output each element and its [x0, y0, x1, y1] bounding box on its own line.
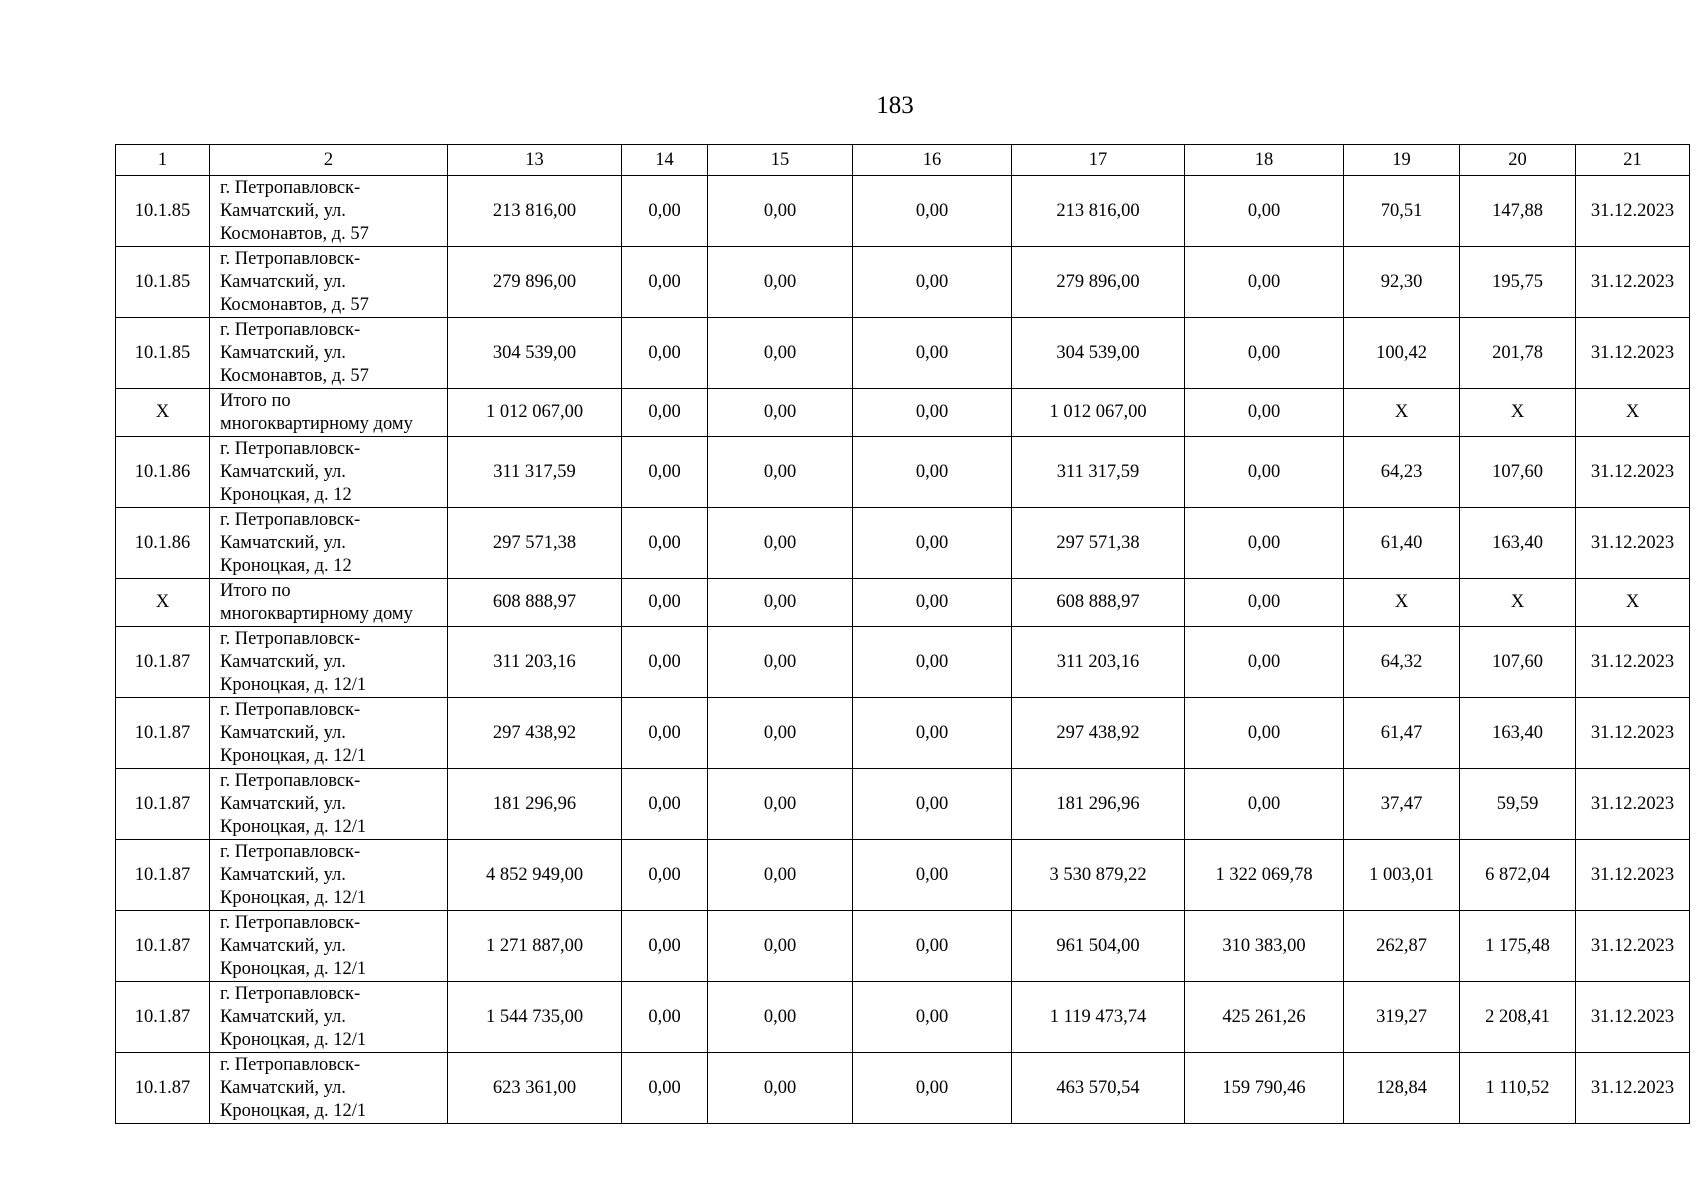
address-cell: г. Петропавловск- Камчатский, ул. Кроноцкая, д. 12/1	[210, 840, 448, 911]
table-cell: 0,00	[1185, 318, 1344, 389]
table-cell: 608 888,97	[448, 579, 622, 627]
header-row	[116, 145, 1690, 176]
table-cell: 0,00	[1185, 437, 1344, 508]
table-cell: 10.1.85	[116, 176, 210, 247]
table-cell: 1 175,48	[1460, 911, 1576, 982]
column-header: 14	[622, 145, 708, 176]
table-cell: 463 570,54	[1012, 1053, 1185, 1124]
column-header: 20	[1460, 145, 1576, 176]
table-cell: 425 261,26	[1185, 982, 1344, 1053]
table-cell: 0,00	[708, 840, 853, 911]
table-cell: 1 110,52	[1460, 1053, 1576, 1124]
address-cell: г. Петропавловск- Камчатский, ул. Космонавтов, д. 57	[210, 176, 448, 247]
table-cell: 304 539,00	[1012, 318, 1185, 389]
table-cell: 0,00	[1185, 247, 1344, 318]
table-cell: X	[116, 389, 210, 437]
table-row	[116, 1053, 1690, 1124]
table-cell: 0,00	[708, 698, 853, 769]
column-header: 15	[708, 145, 853, 176]
table-cell: 147,88	[1460, 176, 1576, 247]
table-cell: 0,00	[622, 579, 708, 627]
table-cell: X	[116, 579, 210, 627]
page-number: 183	[876, 92, 914, 119]
table-cell: 0,00	[1185, 698, 1344, 769]
table-cell: 0,00	[622, 982, 708, 1053]
table-cell: 10.1.85	[116, 318, 210, 389]
address-cell: г. Петропавловск- Камчатский, ул. Кроноцкая, д. 12	[210, 508, 448, 579]
table-cell: 311 317,59	[448, 437, 622, 508]
table-row	[116, 698, 1690, 769]
table-cell: 31.12.2023	[1576, 769, 1690, 840]
table-cell: 31.12.2023	[1576, 627, 1690, 698]
table-cell: 31.12.2023	[1576, 982, 1690, 1053]
table-cell: 0,00	[1185, 769, 1344, 840]
table-cell: X	[1460, 579, 1576, 627]
table-cell: 0,00	[853, 627, 1012, 698]
table-cell: X	[1344, 389, 1460, 437]
table-cell: 0,00	[708, 389, 853, 437]
table-row	[116, 982, 1690, 1053]
column-header: 13	[448, 145, 622, 176]
table-cell: 0,00	[708, 769, 853, 840]
table-cell: 31.12.2023	[1576, 508, 1690, 579]
table-cell: 0,00	[853, 579, 1012, 627]
table-cell: X	[1344, 579, 1460, 627]
table-cell: 279 896,00	[1012, 247, 1185, 318]
table-row	[116, 840, 1690, 911]
table-body	[116, 176, 1690, 1124]
table-cell: 0,00	[622, 437, 708, 508]
table-cell: 1 012 067,00	[1012, 389, 1185, 437]
table-cell: 1 544 735,00	[448, 982, 622, 1053]
table-row	[116, 769, 1690, 840]
table-cell: 0,00	[708, 508, 853, 579]
table-cell: 64,32	[1344, 627, 1460, 698]
table-cell: 10.1.86	[116, 437, 210, 508]
column-header: 16	[853, 145, 1012, 176]
table-cell: 0,00	[708, 982, 853, 1053]
table-cell: 201,78	[1460, 318, 1576, 389]
table-cell: 10.1.87	[116, 982, 210, 1053]
table-cell: 1 119 473,74	[1012, 982, 1185, 1053]
table-row	[116, 627, 1690, 698]
table-cell: 159 790,46	[1185, 1053, 1344, 1124]
table-cell: 31.12.2023	[1576, 437, 1690, 508]
address-cell: Итого по многоквартирному дому	[210, 389, 448, 437]
table-cell: 0,00	[708, 247, 853, 318]
table-cell: 311 203,16	[1012, 627, 1185, 698]
address-cell: г. Петропавловск- Камчатский, ул. Кроноцкая, д. 12	[210, 437, 448, 508]
table-cell: 961 504,00	[1012, 911, 1185, 982]
table-cell: 10.1.87	[116, 1053, 210, 1124]
table-cell: 311 317,59	[1012, 437, 1185, 508]
table-cell: 0,00	[622, 769, 708, 840]
table-cell: 0,00	[1185, 176, 1344, 247]
table-row	[116, 247, 1690, 318]
table-cell: 0,00	[622, 318, 708, 389]
address-cell: г. Петропавловск- Камчатский, ул. Кроноцкая, д. 12/1	[210, 911, 448, 982]
column-header: 2	[210, 145, 448, 176]
table-cell: 10.1.87	[116, 911, 210, 982]
table-cell: 0,00	[708, 579, 853, 627]
table-cell: X	[1576, 389, 1690, 437]
table-cell: 64,23	[1344, 437, 1460, 508]
table-cell: 297 438,92	[1012, 698, 1185, 769]
table-cell: 70,51	[1344, 176, 1460, 247]
table-cell: 61,40	[1344, 508, 1460, 579]
table-cell: X	[1460, 389, 1576, 437]
table-cell: 31.12.2023	[1576, 840, 1690, 911]
column-header: 1	[116, 145, 210, 176]
column-header: 19	[1344, 145, 1460, 176]
subtotal-row	[116, 579, 1690, 627]
table-cell: 10.1.86	[116, 508, 210, 579]
table-cell: 0,00	[708, 318, 853, 389]
table-cell: 0,00	[853, 508, 1012, 579]
table-cell: 10.1.87	[116, 840, 210, 911]
table-cell: 0,00	[1185, 579, 1344, 627]
column-header: 21	[1576, 145, 1690, 176]
address-cell: г. Петропавловск- Камчатский, ул. Кроноцкая, д. 12/1	[210, 982, 448, 1053]
table-cell: 0,00	[708, 176, 853, 247]
table-cell: 31.12.2023	[1576, 1053, 1690, 1124]
table-cell: 1 322 069,78	[1185, 840, 1344, 911]
column-header: 17	[1012, 145, 1185, 176]
table-cell: 304 539,00	[448, 318, 622, 389]
address-cell: г. Петропавловск- Камчатский, ул. Космонавтов, д. 57	[210, 247, 448, 318]
table-cell: 3 530 879,22	[1012, 840, 1185, 911]
table-cell: 0,00	[622, 698, 708, 769]
address-cell: г. Петропавловск- Камчатский, ул. Кроноцкая, д. 12/1	[210, 627, 448, 698]
table-cell: 0,00	[853, 247, 1012, 318]
table-cell: 31.12.2023	[1576, 911, 1690, 982]
table-cell: 31.12.2023	[1576, 247, 1690, 318]
table-row	[116, 911, 1690, 982]
table-cell: 0,00	[1185, 389, 1344, 437]
table-cell: 0,00	[622, 247, 708, 318]
table-cell: 0,00	[708, 437, 853, 508]
table-cell: 0,00	[853, 769, 1012, 840]
table-cell: 10.1.87	[116, 627, 210, 698]
table-cell: 10.1.87	[116, 698, 210, 769]
table-cell: 311 203,16	[448, 627, 622, 698]
table-cell: 297 571,38	[448, 508, 622, 579]
table-cell: 279 896,00	[448, 247, 622, 318]
table-cell: 0,00	[622, 627, 708, 698]
table-cell: 0,00	[708, 911, 853, 982]
table-cell: 0,00	[853, 1053, 1012, 1124]
table-cell: 0,00	[853, 176, 1012, 247]
table-cell: 0,00	[622, 911, 708, 982]
table-cell: 608 888,97	[1012, 579, 1185, 627]
table-cell: 0,00	[853, 698, 1012, 769]
table-cell: 0,00	[853, 437, 1012, 508]
table-cell: 31.12.2023	[1576, 176, 1690, 247]
table-row	[116, 437, 1690, 508]
table-cell: 0,00	[708, 627, 853, 698]
table-cell: 181 296,96	[448, 769, 622, 840]
table-cell: 623 361,00	[448, 1053, 622, 1124]
table-row	[116, 508, 1690, 579]
table-cell: 0,00	[708, 1053, 853, 1124]
table-cell: 128,84	[1344, 1053, 1460, 1124]
table-cell: 262,87	[1344, 911, 1460, 982]
table-cell: 213 816,00	[448, 176, 622, 247]
table-cell: 297 438,92	[448, 698, 622, 769]
table-cell: 4 852 949,00	[448, 840, 622, 911]
table-cell: 10.1.85	[116, 247, 210, 318]
table-row	[116, 318, 1690, 389]
table-cell: 319,27	[1344, 982, 1460, 1053]
table-cell: 0,00	[622, 389, 708, 437]
table-cell: X	[1576, 579, 1690, 627]
table-cell: 195,75	[1460, 247, 1576, 318]
table-cell: 31.12.2023	[1576, 318, 1690, 389]
table-cell: 0,00	[622, 176, 708, 247]
table-cell: 31.12.2023	[1576, 698, 1690, 769]
table-cell: 10.1.87	[116, 769, 210, 840]
table-row	[116, 176, 1690, 247]
table-cell: 6 872,04	[1460, 840, 1576, 911]
address-cell: г. Петропавловск- Камчатский, ул. Кроноцкая, д. 12/1	[210, 769, 448, 840]
table-cell: 2 208,41	[1460, 982, 1576, 1053]
address-cell: Итого по многоквартирному дому	[210, 579, 448, 627]
table-cell: 0,00	[622, 840, 708, 911]
table-cell: 100,42	[1344, 318, 1460, 389]
table-cell: 0,00	[853, 982, 1012, 1053]
data-table	[115, 144, 1690, 1124]
table-cell: 1 012 067,00	[448, 389, 622, 437]
table-cell: 0,00	[853, 911, 1012, 982]
table-cell: 213 816,00	[1012, 176, 1185, 247]
table-cell: 163,40	[1460, 508, 1576, 579]
table-cell: 310 383,00	[1185, 911, 1344, 982]
table-cell: 59,59	[1460, 769, 1576, 840]
subtotal-row	[116, 389, 1690, 437]
table-cell: 1 003,01	[1344, 840, 1460, 911]
table-cell: 0,00	[853, 389, 1012, 437]
table-cell: 0,00	[622, 1053, 708, 1124]
table-cell: 0,00	[853, 840, 1012, 911]
table-cell: 37,47	[1344, 769, 1460, 840]
table-cell: 0,00	[1185, 627, 1344, 698]
table-cell: 107,60	[1460, 437, 1576, 508]
table-cell: 0,00	[853, 318, 1012, 389]
table-cell: 181 296,96	[1012, 769, 1185, 840]
table-cell: 163,40	[1460, 698, 1576, 769]
table-cell: 107,60	[1460, 627, 1576, 698]
address-cell: г. Петропавловск- Камчатский, ул. Кроноцкая, д. 12/1	[210, 1053, 448, 1124]
table-cell: 297 571,38	[1012, 508, 1185, 579]
address-cell: г. Петропавловск- Камчатский, ул. Космонавтов, д. 57	[210, 318, 448, 389]
table-cell: 61,47	[1344, 698, 1460, 769]
table-cell: 92,30	[1344, 247, 1460, 318]
address-cell: г. Петропавловск- Камчатский, ул. Кроноцкая, д. 12/1	[210, 698, 448, 769]
table-cell: 0,00	[1185, 508, 1344, 579]
table-cell: 0,00	[622, 508, 708, 579]
table-cell: 1 271 887,00	[448, 911, 622, 982]
column-header: 18	[1185, 145, 1344, 176]
